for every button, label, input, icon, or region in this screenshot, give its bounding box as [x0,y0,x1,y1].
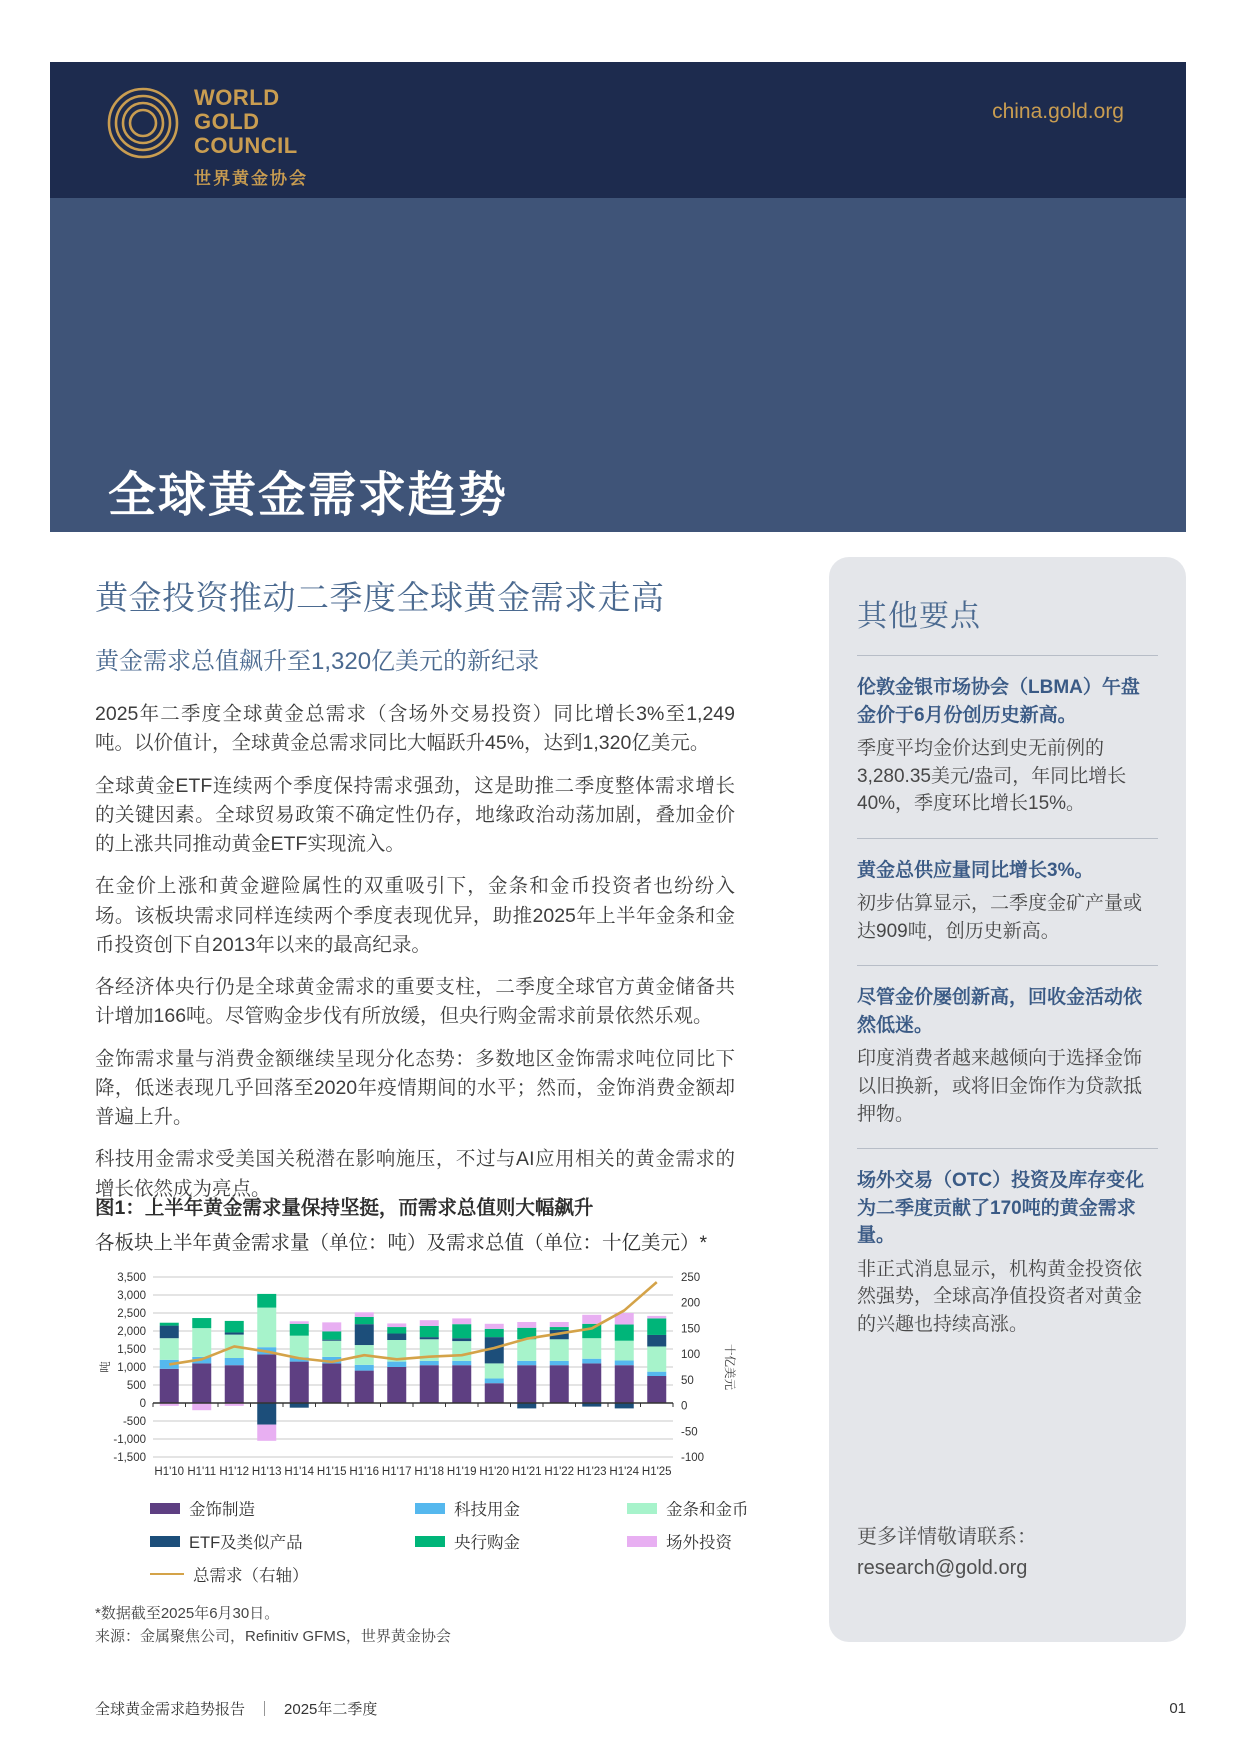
svg-text:150: 150 [681,1323,701,1336]
footer-period: 2025年二季度 [284,1701,378,1718]
legend-item-5 [415,1529,627,1553]
svg-text:H1'14: H1'14 [284,1466,315,1478]
stacked-bar-line-chart [95,1269,740,1487]
sidebar-item-body-3: 印度消费者越来越倾向于选择金饰以旧换新，或将旧金饰作为贷款抵押物。 [857,1048,1143,1125]
legend-label: 场外投资 [666,1534,732,1552]
main-column [95,572,735,1217]
svg-text:200: 200 [681,1297,701,1310]
article-paragraph-6: 科技用金需求受美国关税潜在影响施压，不过与AI应用相关的黄金需求的增长依然成为亮点。 [95,1148,735,1200]
svg-text:250: 250 [681,1272,701,1284]
sidebar-key-points [829,557,1186,1642]
logo-line-chinese: 世界黄金协会 [194,169,308,188]
wgc-logo-text [194,86,308,189]
legend-swatch-icon [627,1503,657,1514]
sidebar-item-body-4: 非正式消息显示，机构黄金投资依然强势，全球高净值投资者对黄金的兴趣也持续高涨。 [857,1258,1143,1335]
svg-text:0: 0 [681,1400,688,1413]
legend-item-6 [627,1529,795,1553]
sidebar-divider [857,655,1158,656]
chart-container [95,1269,740,1492]
sidebar-item-heading-3: 尽管金价屡创新高，回收金活动依然低迷。 [857,987,1143,1036]
figure-title: 图1：上半年黄金需求量保持坚挺，而需求总值则大幅飙升 [95,1197,594,1219]
legend-swatch-icon [415,1536,445,1547]
sidebar-items [857,655,1158,1338]
svg-text:-100: -100 [681,1452,705,1464]
svg-text:100: 100 [681,1349,701,1362]
legend-swatch-icon [415,1503,445,1514]
svg-text:0: 0 [139,1398,146,1410]
footnote-source: 来源：金属聚焦公司，Refinitiv GFMS，世界黄金协会 [95,1628,451,1646]
svg-text:H1'10: H1'10 [154,1466,185,1478]
article-body [95,700,735,1204]
figure-subtitle: 各板块上半年黄金需求量（单位：吨）及需求总值（单位：十亿美元）* [95,1232,708,1254]
contact-block [857,1522,1037,1584]
svg-text:500: 500 [126,1380,146,1392]
logo-line-gold: GOLD [194,109,260,134]
svg-text:H1'11: H1'11 [187,1466,217,1478]
svg-text:H1'13: H1'13 [251,1466,282,1478]
svg-text:-1,000: -1,000 [113,1434,146,1446]
svg-text:2,000: 2,000 [117,1326,146,1338]
svg-text:H1'23: H1'23 [576,1466,607,1478]
figure-1 [95,1192,749,1649]
contact-label: 更多详情敬请联系： [857,1526,1037,1548]
legend-item-1 [150,1496,415,1520]
svg-text:1,000: 1,000 [117,1362,146,1374]
wgc-rings-icon [106,86,180,160]
legend-swatch-icon [150,1536,180,1547]
footnote-data-cutoff: *数据截至2025年6月30日。 [95,1605,280,1622]
article-paragraph-4: 各经济体央行仍是全球黄金需求的重要支柱，二季度全球官方黄金储备共计增加166吨。尽管购金步伐有所放缓，但央行购金需求前景依然乐观。 [95,976,735,1028]
svg-text:H1'22: H1'22 [544,1466,575,1478]
svg-text:-50: -50 [681,1426,698,1439]
legend-swatch-icon [150,1503,180,1514]
svg-text:3,500: 3,500 [117,1272,146,1284]
svg-text:50: 50 [681,1374,694,1387]
legend-label: 科技用金 [454,1501,520,1519]
svg-text:H1'17: H1'17 [381,1466,412,1478]
legend-label: 金饰制造 [189,1501,255,1519]
sidebar-divider [857,965,1158,966]
sidebar-title: 其他要点 [857,600,981,633]
svg-text:H1'24: H1'24 [609,1466,640,1478]
legend-label: 金条和金币 [666,1501,749,1519]
legend-item-4 [150,1529,415,1553]
sidebar-divider [857,838,1158,839]
sidebar-item-heading-2: 黄金总供应量同比增长3%。 [857,859,1094,881]
contact-email[interactable]: research@gold.org [857,1557,1028,1579]
figure-footnotes [95,1602,740,1649]
svg-text:H1'16: H1'16 [349,1466,380,1478]
page-footer [95,1698,1186,1719]
svg-text:H1'18: H1'18 [414,1466,445,1478]
article-paragraph-2: 全球黄金ETF连续两个季度保持需求强劲，这是助推二季度整体需求增长的关键因素。全球贸易政策不确定性仍存，地缘政治动荡加剧，叠加金价的上涨共同推动黄金ETF实现流入。 [95,774,735,855]
hero-band [50,198,1186,592]
article-paragraph-3: 在金价上涨和黄金避险属性的双重吸引下，金条和金币投资者也纷纷入场。该板块需求同样连续两个季度表现优异，助推2025年上半年金条和金币投资创下自2013年以来的最高纪录。 [95,875,735,956]
wgc-logo [106,86,308,189]
svg-text:H1'21: H1'21 [511,1466,542,1478]
sidebar-item-heading-1: 伦敦金银市场协会（LBMA）午盘金价于6月份创历史新高。 [857,677,1140,726]
legend-label: 央行购金 [454,1534,520,1552]
svg-text:H1'25: H1'25 [641,1466,672,1478]
header-card [50,62,1186,592]
sidebar-divider [857,1148,1158,1149]
svg-text:吨: 吨 [100,1361,112,1373]
legend-swatch-icon [627,1536,657,1547]
page-number: 01 [1169,1700,1186,1717]
logo-line-world: WORLD [194,85,280,110]
article-paragraph-1: 2025年二季度全球黄金总需求（含场外交易投资）同比增长3%至1,249吨。以价值计，全球黄金总需求同比大幅跃升45%，达到1,320亿美元。 [95,703,735,755]
legend-line-icon [150,1573,184,1576]
legend-item-total-line [150,1562,415,1586]
svg-text:H1'20: H1'20 [479,1466,510,1478]
svg-text:3,000: 3,000 [117,1290,146,1302]
sidebar-item-body-1: 季度平均金价达到史无前例的3,280.35美元/盎司，年同比增长40%，季度环比增长15%。 [857,738,1127,815]
article-subheadline: 黄金需求总值飙升至1,320亿美元的新纪录 [95,648,540,675]
legend-item-3 [627,1496,795,1520]
site-link[interactable]: china.gold.org [992,100,1124,123]
svg-text:2,500: 2,500 [117,1308,146,1320]
svg-text:H1'15: H1'15 [316,1466,347,1478]
footer-separator: ｜ [257,1701,273,1718]
svg-text:-1,500: -1,500 [113,1452,146,1464]
article-paragraph-5: 金饰需求量与消费金额继续呈现分化态势：多数地区金饰需求吨位同比下降，低迷表现几乎回落至2020年疫情期间的水平；然而，金饰消费金额却普遍上升。 [95,1047,735,1128]
chart-legend [95,1496,749,1586]
sidebar-item-heading-4: 场外交易（OTC）投资及库存变化为二季度贡献了170吨的黄金需求量。 [857,1170,1145,1247]
svg-text:-500: -500 [122,1416,146,1428]
header-top-band [50,62,1186,198]
report-title-line2: 2025年二季度报告 [108,545,474,592]
svg-text:H1'19: H1'19 [446,1466,477,1478]
article-headline: 黄金投资推动二季度全球黄金需求走高 [95,579,665,616]
legend-item-2 [415,1496,627,1520]
report-title-line1: 全球黄金需求趋势 [108,469,509,522]
svg-text:1,500: 1,500 [117,1344,146,1356]
logo-line-council: COUNCIL [194,133,298,158]
svg-text:H1'12: H1'12 [219,1466,250,1478]
footer-report-name: 全球黄金需求趋势报告 [95,1701,246,1718]
legend-label: 总需求（右轴） [193,1567,309,1585]
legend-label: ETF及类似产品 [189,1534,303,1552]
svg-text:十亿美元: 十亿美元 [723,1344,735,1390]
sidebar-item-body-2: 初步估算显示，二季度金矿产量或达909吨，创历史新高。 [857,893,1143,942]
